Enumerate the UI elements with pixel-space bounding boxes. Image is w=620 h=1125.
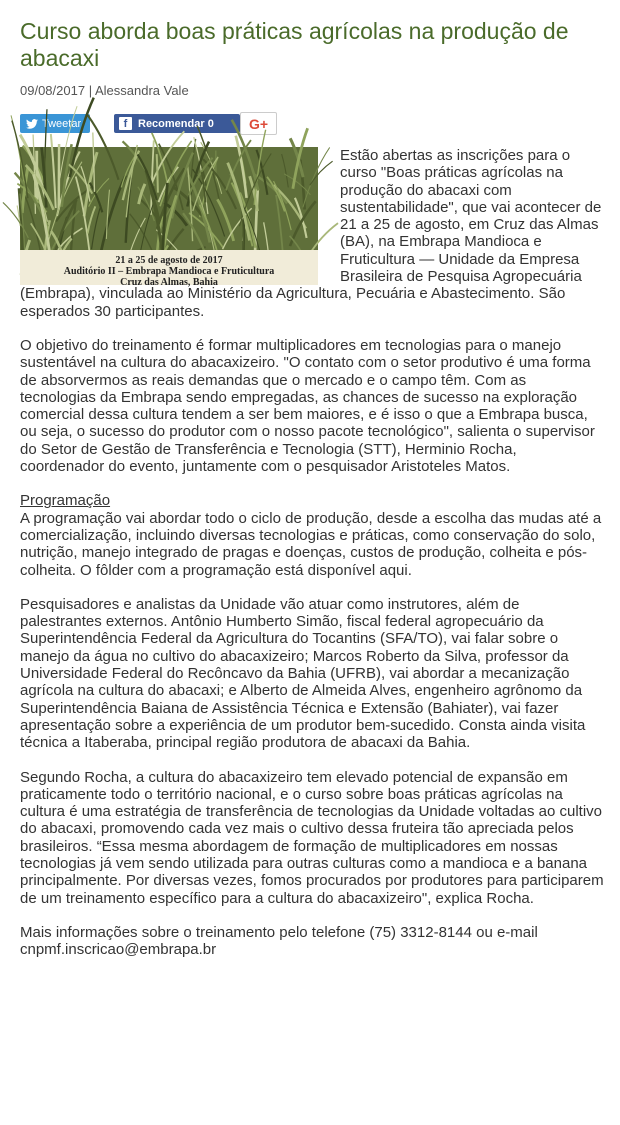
- google-plus-button[interactable]: [240, 112, 277, 135]
- paragraph-3: [20, 492, 605, 578]
- facebook-label: Recomendar: [138, 117, 205, 130]
- article-body: [20, 147, 605, 958]
- article-title: Curso aborda boas práticas agrícolas na produção de abacaxi: [20, 18, 569, 71]
- facebook-icon: f: [119, 117, 132, 130]
- tweet-label: Tweetar: [42, 117, 82, 130]
- programacao-text: A programação vai abordar todo o ciclo de produção, desde a escolha das mudas até a comercialização, incluindo diversas tecnologias e práticas, como conservação do solo, nutrição, manejo integrado de pragas e doenças, custos de produção, colheita e pós-colheita. O fôlder com a programação está disponível aqui.: [20, 509, 602, 579]
- pineapple-field-image: [20, 147, 318, 288]
- caption-dates: 21 a 25 de agosto de 2017: [115, 255, 223, 266]
- leaf-stroke: [157, 154, 158, 193]
- article-date: 09/08/2017: [20, 83, 86, 98]
- paragraph-5: Segundo Rocha, a cultura do abacaxizeiro tem elevado potencial de expansão em praticamente todo o território nacional, e o curso sobre boas práticas agrícolas na cultura é uma estratégia de transferência de tecnologias da Unidade voltadas ao cultivo do abacaxi, promovendo cada vez mais o cultivo dessa fruteira tão apreciada pelos brasileiros. “Essa mesma abordagem de formação de multiplicadores em nossas tecnologias já vem sendo utilizada para outras culturas como a mandioca e a banana principalmente. Por diversas vezes, fomos procurados por produtores para participarem de um treinamento específico para a cultura do abacaxizeiro", explica Rocha.: [20, 768, 604, 907]
- article-meta: [20, 83, 605, 98]
- paragraph-6: Mais informações sobre o treinamento pelo telefone (75) 3312-8144 ou e-mail cnpmf.inscricao@embrapa.br: [20, 923, 538, 959]
- facebook-recommend-button[interactable]: [114, 114, 240, 133]
- paragraph-1: Estão abertas as inscrições para o curso "Boas práticas agrícolas na produção do abacaxi com sustentabilidade", que vai acontecer de 21 a 25 de agosto, em Cruz das Almas (BA), na Embrapa Mandioca e Fruticultura — Unidade da Empresa Brasileira de Pesquisa Agropecuária (Embrapa), vinculada ao Ministério da Agricultura, Pecuária e Abastecimento. São esperados 30 participantes.: [20, 147, 602, 320]
- paragraph-4: Pesquisadores e analistas da Unidade vão atuar como instrutores, além de palestrantes externos. Antônio Humberto Simão, fiscal federal agropecuário da Superintendência Federal da Agricultura do Tocantins (SFA/TO), vai falar sobre o manejo da água no cultivo do abacaxizeiro; Marcos Roberto da Silva, professor da Universidade Federal do Recôncavo da Bahia (UFRB), vai abordar a mecanização agrícola na cultura do abacaxi; e Alberto de Almeida Alves, engenheiro agrônomo da Superintendência Baiana de Assistência Técnica e Extensão (Bahiater), vai fazer apresentação sobre a experiência de um produtor bem-sucedido. Consta ainda visita técnica a Itaberaba, principal região produtora de abacaxi da Bahia.: [20, 595, 586, 752]
- share-bar: [20, 113, 605, 137]
- tweet-button[interactable]: [20, 114, 90, 133]
- image-caption: [20, 250, 318, 288]
- programacao-heading: Programação: [20, 492, 111, 510]
- article-container: [20, 18, 605, 975]
- meta-separator: |: [85, 83, 95, 98]
- google-plus-icon: G+: [248, 115, 269, 132]
- facebook-count: 0: [207, 117, 214, 130]
- caption-city: Cruz das Almas, Bahia: [120, 277, 218, 288]
- caption-venue: Auditório II – Embrapa Mandioca e Fruticultura: [63, 266, 275, 277]
- article-author: Alessandra Vale: [94, 83, 189, 98]
- twitter-bird-icon: [26, 119, 38, 129]
- paragraph-2: O objetivo do treinamento é formar multiplicadores em tecnologias para o manejo sustentável na cultura do abacaxizeiro. "O contato com o setor produtivo é uma forma de absorvermos as reais demandas que o mercado e o campo têm. Com as tecnologias da Embrapa sendo empregadas, as chances de sucesso na exploração comercial dessa cultura tendem a ser bem maiores, e é isso o que a Embrapa busca, ou seja, o sucesso do produtor com o nosso pacote tecnológico", salienta o supervisor do Setor de Gestão de Transferência e Tecnologia (STT), Herminio Rocha, coordenador do evento, juntamente com o pesquisador Aristoteles Matos.: [20, 336, 595, 476]
